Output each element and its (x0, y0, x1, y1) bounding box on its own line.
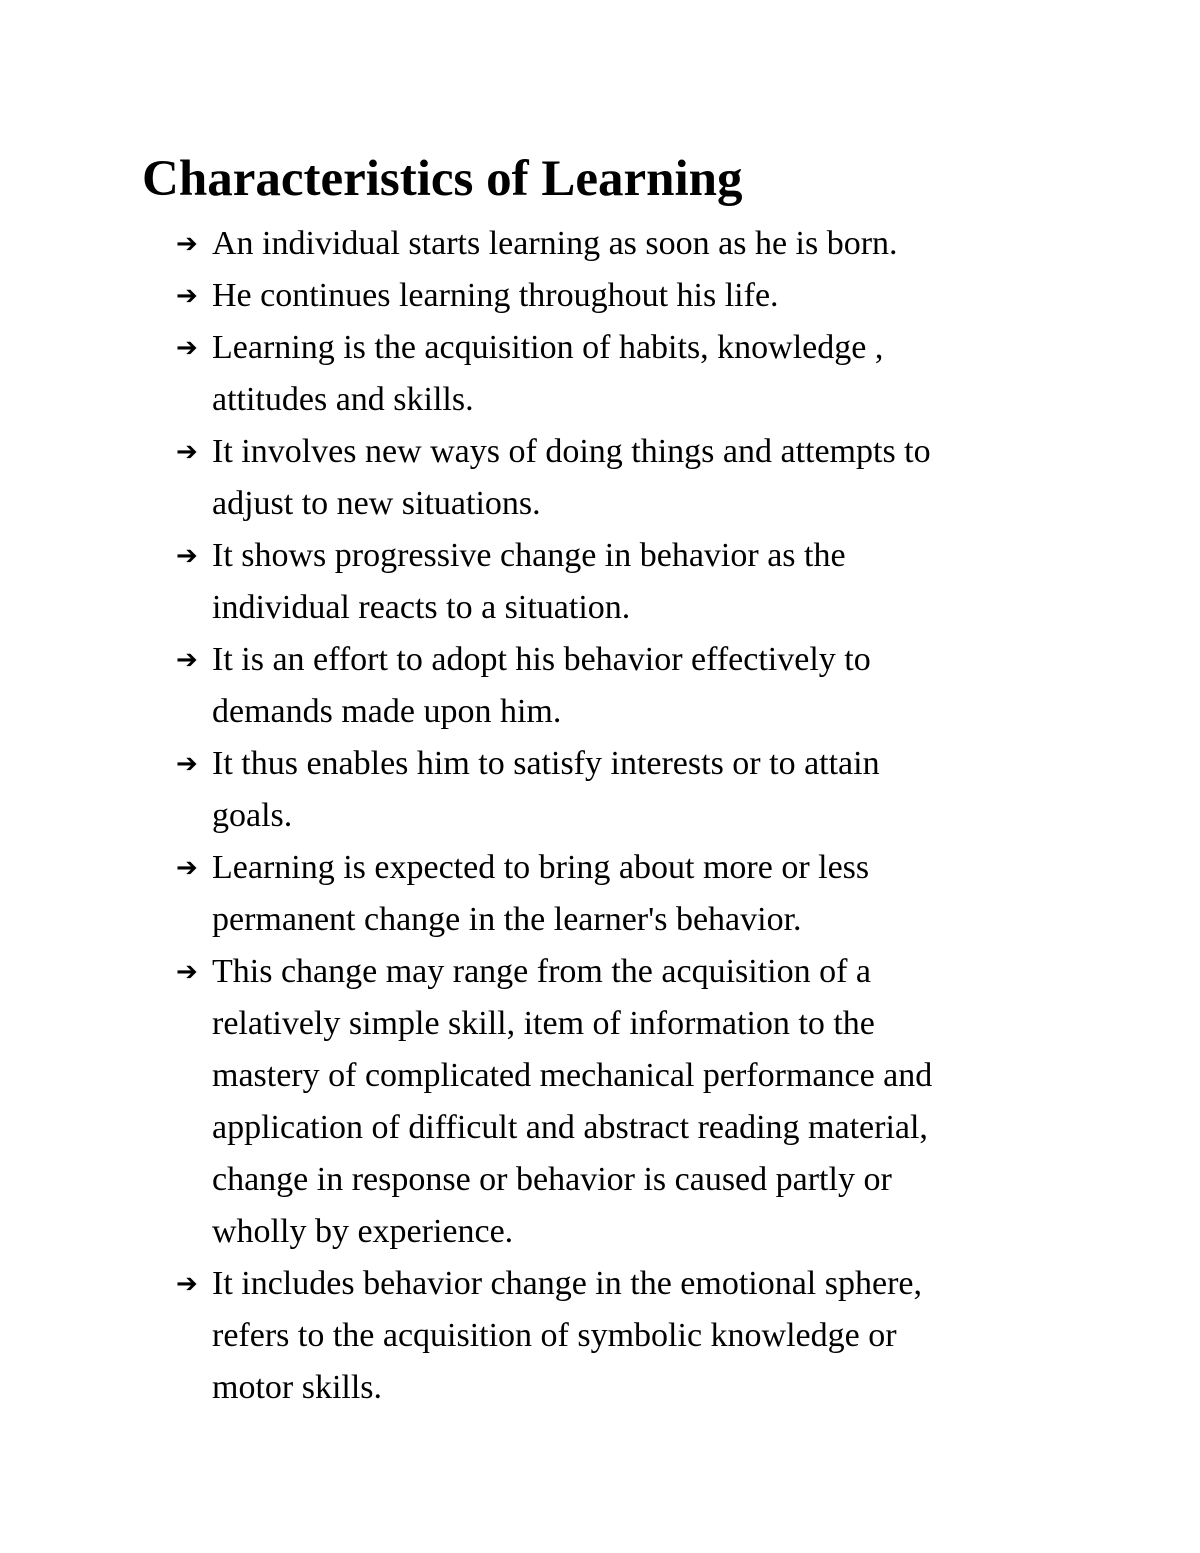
bullet-text-line: refers to the acquisition of symbolic knowledge or (212, 1317, 897, 1354)
page-title: Characteristics of Learning (142, 151, 743, 207)
bullet-text-line: This change may range from the acquisition of a (212, 953, 871, 990)
list-item (176, 842, 1076, 946)
bullet-text-line: It is an effort to adopt his behavior effectively to (212, 641, 871, 678)
list-item (176, 738, 1076, 842)
arrow-right-icon: ➔ (176, 281, 198, 311)
list-item (176, 1258, 1076, 1414)
list-item (176, 426, 1076, 530)
bullet-text-line: demands made upon him. (212, 693, 562, 730)
bullet-text-line: It shows progressive change in behavior as the (212, 537, 846, 574)
bullet-text-line: wholly by experience. (212, 1213, 514, 1250)
bullet-text-line: Learning is the acquisition of habits, knowledge , (212, 329, 884, 366)
list-item (176, 530, 1076, 634)
bullet-text-line: It involves new ways of doing things and attempts to (212, 433, 931, 470)
arrow-right-icon: ➔ (176, 437, 198, 467)
arrow-right-icon: ➔ (176, 1269, 198, 1299)
list-item (176, 634, 1076, 738)
bullet-text-line: change in response or behavior is caused partly or (212, 1161, 892, 1198)
bullet-text-line: relatively simple skill, item of information to the (212, 1005, 875, 1042)
list-item (176, 270, 1076, 322)
list-item (176, 946, 1076, 1258)
arrow-right-icon: ➔ (176, 957, 198, 987)
bullet-text-line: He continues learning throughout his life. (212, 277, 779, 314)
bullet-text-line: An individual starts learning as soon as he is born. (212, 225, 898, 262)
bullet-text-line: It includes behavior change in the emotional sphere, (212, 1265, 922, 1302)
arrow-right-icon: ➔ (176, 333, 198, 363)
bullet-text-line: mastery of complicated mechanical performance and (212, 1057, 933, 1094)
bullet-text-line: individual reacts to a situation. (212, 589, 631, 626)
arrow-right-icon: ➔ (176, 749, 198, 779)
bullet-text-line: permanent change in the learner's behavior. (212, 901, 802, 938)
list-item (176, 218, 1076, 270)
bullet-text-line: application of difficult and abstract reading material, (212, 1109, 928, 1146)
list-item (176, 322, 1076, 426)
arrow-right-icon: ➔ (176, 229, 198, 259)
bullet-text-line: attitudes and skills. (212, 381, 474, 418)
bullet-text-line: adjust to new situations. (212, 485, 541, 522)
bullet-text-line: motor skills. (212, 1369, 383, 1406)
bullet-text-line: goals. (212, 797, 293, 834)
bullet-text-line: Learning is expected to bring about more or less (212, 849, 870, 886)
bullet-text-line: It thus enables him to satisfy interests or to attain (212, 745, 880, 782)
arrow-right-icon: ➔ (176, 645, 198, 675)
arrow-right-icon: ➔ (176, 853, 198, 883)
arrow-right-icon: ➔ (176, 541, 198, 571)
bullet-list (176, 218, 1076, 1414)
